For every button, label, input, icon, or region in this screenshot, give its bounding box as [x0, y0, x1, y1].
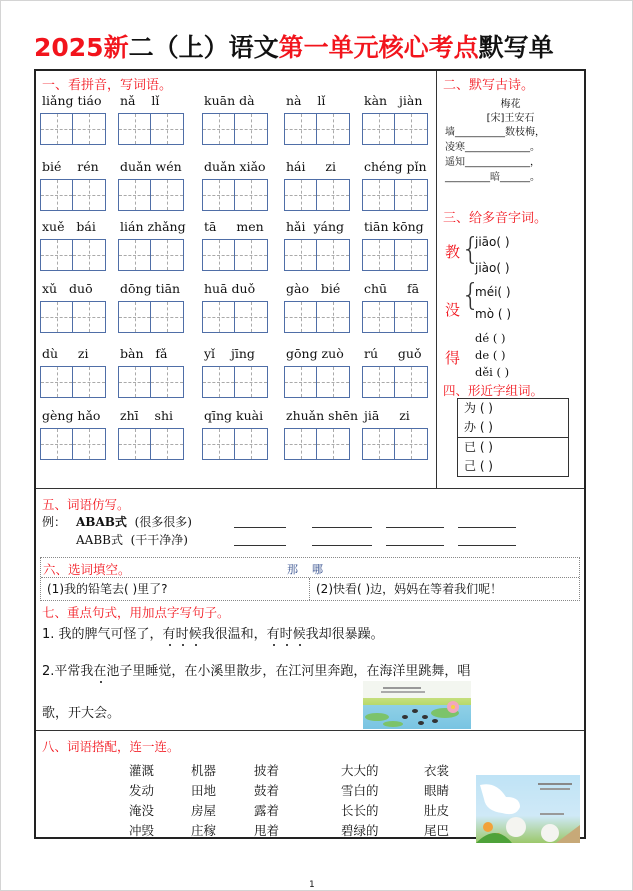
dotted-word: 在 [93, 660, 106, 679]
tianzige-box[interactable] [40, 113, 106, 145]
tianzige-cell[interactable] [395, 302, 427, 332]
tianzige-cell[interactable] [73, 367, 105, 397]
tianzige-cell[interactable] [235, 180, 267, 210]
tianzige-cell[interactable] [41, 302, 73, 332]
tianzige-cell[interactable] [395, 429, 427, 459]
page-number: 1 [309, 880, 315, 890]
dotted-char: 时 [176, 623, 189, 642]
polyphone-char: 教 [445, 243, 461, 261]
tianzige-cell[interactable] [41, 180, 73, 210]
tianzige-cell[interactable] [235, 367, 267, 397]
match-word[interactable]: 雪白的 [341, 783, 379, 798]
similar-char-item[interactable]: 己 ( ) [464, 459, 493, 473]
tianzige-box[interactable] [202, 179, 268, 211]
tianzige-cell[interactable] [41, 429, 73, 459]
pinyin-row [36, 408, 436, 428]
polyphone-char: 没 [445, 301, 461, 319]
tianzige-cell[interactable] [203, 367, 235, 397]
pinyin-label: jiā zi [364, 408, 410, 423]
fill-blank-questions [41, 578, 579, 600]
section-pinyin-words [36, 71, 437, 488]
dotted-word [267, 627, 306, 642]
section-heading: 五、词语仿写。 [42, 497, 130, 512]
tianzige-box[interactable] [284, 239, 350, 271]
pinyin-label: yǐ jīng [204, 346, 255, 361]
answer-line[interactable] [458, 534, 516, 546]
tianzige-cell[interactable] [203, 429, 235, 459]
tianzige-cell[interactable] [235, 114, 267, 144]
pinyin-label: duǎn xiǎo [204, 159, 266, 174]
similar-char-item[interactable]: 已 ( ) [464, 440, 493, 454]
pinyin-label: chū fā [364, 281, 420, 296]
pinyin-label: gōng zuò [286, 346, 344, 361]
pinyin-label: chéng pǐn [364, 159, 427, 174]
section-heading: 六、选词填空。 [43, 562, 131, 577]
pinyin-label: bié rén [42, 159, 99, 174]
match-word[interactable]: 尾巴 [424, 823, 450, 838]
section-heading: 八、词语搭配，连一连。 [42, 739, 180, 754]
tianzige-cell[interactable] [317, 240, 349, 270]
tianzige-cell[interactable] [119, 302, 151, 332]
tianzige-cell[interactable] [41, 240, 73, 270]
match-word[interactable]: 衣裳 [424, 763, 450, 778]
tianzige-cell[interactable] [73, 240, 105, 270]
tianzige-cell[interactable] [203, 180, 235, 210]
tianzige-box[interactable] [202, 239, 268, 271]
pinyin-label: gèng hǎo [42, 408, 101, 423]
fill-blank-header [41, 558, 579, 578]
section-heading: 一、看拼音，写词语。 [42, 78, 173, 93]
match-word[interactable]: 碧绿的 [341, 823, 379, 838]
pinyin-label: nǎ lǐ [120, 93, 160, 108]
tianzige-cell[interactable] [235, 302, 267, 332]
pinyin-label: bàn fǎ [120, 346, 168, 361]
tianzige-box[interactable] [202, 113, 268, 145]
pinyin-label: huā duǒ [204, 281, 256, 296]
example-label: 例： [42, 515, 67, 529]
tianzige-box[interactable] [118, 301, 184, 333]
pinyin-row [36, 346, 436, 366]
dotted-char: 候 [293, 623, 306, 642]
tianzige-cell[interactable] [285, 240, 317, 270]
tianzige-cell[interactable] [317, 367, 349, 397]
tianzige-cell[interactable] [317, 429, 349, 459]
answer-line[interactable] [312, 534, 372, 546]
pinyin-label: dù zi [42, 346, 89, 361]
tianzige-box[interactable] [284, 428, 350, 460]
tianzige-cell[interactable] [285, 302, 317, 332]
tianzige-cell[interactable] [395, 180, 427, 210]
match-word[interactable]: 田地 [191, 783, 217, 798]
poem-author: [宋]王安石 [486, 113, 535, 124]
dotted-word [163, 627, 202, 642]
page-title [34, 28, 554, 64]
tianzige-cell[interactable] [73, 180, 105, 210]
tianzige-box[interactable] [284, 301, 350, 333]
pinyin-label: tā men [204, 219, 264, 234]
match-word[interactable]: 长长的 [341, 803, 379, 818]
tianzige-box[interactable] [40, 301, 106, 333]
tianzige-box[interactable] [362, 301, 428, 333]
tianzige-cell[interactable] [363, 114, 395, 144]
tianzige-box[interactable] [40, 179, 106, 211]
tianzige-box[interactable] [362, 113, 428, 145]
similar-char-group [458, 438, 569, 477]
match-word[interactable]: 眼睛 [424, 783, 450, 798]
pinyin-label: xuě bái [42, 219, 96, 234]
tianzige-cell[interactable] [119, 114, 151, 144]
tianzige-cell[interactable] [203, 240, 235, 270]
sentence-2-line-2: 歌，开大会。 [42, 706, 121, 721]
tianzige-box[interactable] [362, 366, 428, 398]
tianzige-cell[interactable] [235, 240, 267, 270]
tianzige-box[interactable] [284, 113, 350, 145]
answer-lines-row2 [234, 531, 516, 550]
reading[interactable]: jiào( ) [475, 261, 510, 275]
title-topic: 第一单元核心考点 [278, 33, 479, 62]
tianzige-cell[interactable] [119, 429, 151, 459]
answer-line[interactable] [386, 516, 444, 528]
section-right-column [437, 71, 584, 488]
match-word[interactable]: 甩着 [254, 823, 280, 838]
match-column [129, 761, 154, 841]
match-word[interactable]: 露着 [254, 803, 280, 818]
answer-line[interactable] [312, 516, 372, 528]
match-word[interactable]: 冲毁 [129, 823, 155, 838]
similar-char-item[interactable]: 办 ( ) [464, 420, 493, 434]
tianzige-cell[interactable] [363, 367, 395, 397]
tianzige-cell[interactable] [285, 367, 317, 397]
tianzige-cell[interactable] [151, 429, 183, 459]
sentence-2: 2.平常我在池子里睡觉，在小溪里散步，在江河里奔跑，在海洋里跳舞，唱 [42, 660, 470, 679]
match-column [254, 761, 279, 841]
brace-icon: { [461, 278, 481, 313]
tianzige-box[interactable] [118, 428, 184, 460]
tianzige-cell[interactable] [203, 114, 235, 144]
reading[interactable]: méi( ) [475, 285, 511, 299]
tianzige-cell[interactable] [235, 429, 267, 459]
tadpole-pond-image [363, 681, 471, 729]
poem-line[interactable]: _________暗______。 [445, 172, 540, 183]
tianzige-cell[interactable] [317, 114, 349, 144]
section-key-sentences [36, 603, 584, 730]
match-word[interactable]: 机器 [191, 763, 217, 778]
match-word[interactable]: 发动 [129, 783, 155, 798]
pinyin-label: qīng kuài [204, 408, 264, 423]
pinyin-label: zhī shi [120, 408, 173, 423]
tianzige-box[interactable] [118, 113, 184, 145]
section-word-imitation [36, 488, 584, 547]
tianzige-cell[interactable] [285, 180, 317, 210]
pinyin-label: dōng tiān [120, 281, 181, 296]
poem-title: 梅花 [500, 99, 521, 110]
section-heading: 七、重点句式，用加点字写句子。 [42, 605, 230, 620]
pinyin-label: hǎi yáng [286, 219, 345, 234]
match-word[interactable]: 灌溉 [129, 763, 155, 778]
answer-line[interactable] [234, 534, 286, 546]
tianzige-cell[interactable] [317, 302, 349, 332]
question-2[interactable]: (2)快看( )边，妈妈在等着我们呢！ [316, 582, 503, 596]
reading[interactable]: jiāo( ) [475, 235, 510, 249]
tianzige-cell[interactable] [363, 180, 395, 210]
match-word[interactable]: 披着 [254, 763, 280, 778]
tianzige-box[interactable] [202, 366, 268, 398]
tianzige-cell[interactable] [151, 302, 183, 332]
match-column [341, 761, 379, 841]
match-word[interactable]: 房屋 [191, 803, 217, 818]
pattern-abab: ABAB式 (很多很多) [76, 515, 192, 529]
poem-lines [445, 125, 545, 185]
pinyin-label: duǎn wén [120, 159, 182, 174]
tianzige-cell[interactable] [363, 240, 395, 270]
similar-char-group [458, 399, 569, 438]
pinyin-label: kàn jiàn [364, 93, 423, 108]
pinyin-row [36, 281, 436, 301]
tianzige-box[interactable] [40, 428, 106, 460]
poem-line[interactable]: 墙__________数枝梅， [445, 127, 545, 138]
pinyin-row [36, 159, 436, 179]
pinyin-label: liǎng tiáo [42, 93, 102, 108]
reading[interactable]: dé ( ) [475, 331, 506, 345]
tianzige-box[interactable] [202, 301, 268, 333]
reading[interactable]: mò ( ) [475, 307, 512, 321]
similar-char-table [457, 398, 569, 477]
match-word[interactable]: 肚皮 [424, 803, 450, 818]
title-year: 2025新 [34, 33, 129, 62]
pinyin-label: xǔ duō [42, 281, 93, 296]
tianzige-cell[interactable] [151, 240, 183, 270]
tianzige-box[interactable] [118, 366, 184, 398]
tianzige-box[interactable] [284, 366, 350, 398]
title-grade: 二（上）语文 [128, 33, 279, 62]
answer-lines-row1 [234, 513, 516, 532]
brace-icon: { [461, 232, 481, 267]
tianzige-cell[interactable] [395, 367, 427, 397]
section-heading: 三、给多音字词。 [443, 211, 548, 226]
tianzige-cell[interactable] [119, 180, 151, 210]
pattern-aabb: AABB式 (干干净净) [76, 533, 188, 547]
answer-line[interactable] [458, 516, 516, 528]
answer-line[interactable] [386, 534, 444, 546]
pinyin-label: rú guǒ [364, 346, 422, 361]
polyphone-char: 得 [445, 349, 461, 367]
word-options: 那 哪 [287, 563, 323, 576]
match-word[interactable]: 大大的 [341, 763, 379, 778]
tianzige-cell[interactable] [151, 180, 183, 210]
match-word[interactable]: 鼓着 [254, 783, 280, 798]
reading[interactable]: de ( ) [475, 348, 506, 362]
dotted-char: 候 [189, 623, 202, 642]
pinyin-label: zhuǎn shēn [286, 408, 359, 423]
reading[interactable]: děi ( ) [475, 365, 510, 379]
pinyin-label: hái zi [286, 159, 336, 174]
dotted-char: 有 [163, 623, 176, 642]
tianzige-cell[interactable] [119, 240, 151, 270]
tianzige-box[interactable] [284, 179, 350, 211]
question-1[interactable]: (1)我的铅笔去( )里了? [41, 578, 310, 600]
section-heading: 四、形近字组词。 [443, 383, 544, 398]
tianzige-cell[interactable] [151, 367, 183, 397]
tianzige-cell[interactable] [73, 302, 105, 332]
tianzige-box[interactable] [362, 428, 428, 460]
tianzige-cell[interactable] [395, 240, 427, 270]
tianzige-cell[interactable] [203, 302, 235, 332]
pinyin-label: tiān kōng [364, 219, 424, 234]
match-word[interactable]: 庄稼 [191, 823, 217, 838]
tianzige-box[interactable] [362, 179, 428, 211]
pinyin-label: lián zhǎng [120, 219, 186, 234]
tianzige-cell[interactable] [285, 429, 317, 459]
pinyin-label: kuān dà [204, 93, 255, 108]
tianzige-cell[interactable] [41, 114, 73, 144]
pinyin-label: nà lǐ [286, 93, 326, 108]
match-column [191, 761, 216, 841]
title-suffix: 默写单 [478, 33, 554, 62]
tianzige-cell[interactable] [363, 429, 395, 459]
section-heading: 二、默写古诗。 [443, 78, 535, 93]
section-fill-blank [40, 557, 580, 601]
pinyin-label: gào bié [286, 281, 341, 296]
match-word[interactable]: 淹没 [129, 803, 155, 818]
dandelion-cloud-image [476, 775, 580, 843]
poem-line[interactable]: 凌寒_____________。 [445, 142, 540, 153]
tianzige-box[interactable] [118, 179, 184, 211]
sentence-1: 1. 我的脾气可怪了，有时候我很温和，有时候我却很暴躁。 [42, 623, 384, 642]
pinyin-row [36, 219, 436, 239]
pinyin-row [36, 93, 436, 113]
tianzige-box[interactable] [40, 366, 106, 398]
tianzige-cell[interactable] [151, 114, 183, 144]
tianzige-cell[interactable] [119, 367, 151, 397]
tianzige-cell[interactable] [73, 114, 105, 144]
tianzige-box[interactable] [202, 428, 268, 460]
tianzige-cell[interactable] [73, 429, 105, 459]
poem-line[interactable]: 遥知_____________， [445, 157, 540, 168]
worksheet-frame [34, 69, 586, 839]
tianzige-cell[interactable] [41, 367, 73, 397]
tianzige-box[interactable] [362, 239, 428, 271]
tianzige-cell[interactable] [395, 114, 427, 144]
similar-char-item[interactable]: 为 ( ) [464, 401, 493, 415]
tianzige-cell[interactable] [363, 302, 395, 332]
dotted-char: 时 [280, 623, 293, 642]
match-column [424, 761, 449, 841]
dotted-char: 有 [267, 623, 280, 642]
tianzige-cell[interactable] [285, 114, 317, 144]
answer-line[interactable] [234, 516, 286, 528]
tianzige-box[interactable] [118, 239, 184, 271]
tianzige-box[interactable] [40, 239, 106, 271]
tianzige-cell[interactable] [317, 180, 349, 210]
